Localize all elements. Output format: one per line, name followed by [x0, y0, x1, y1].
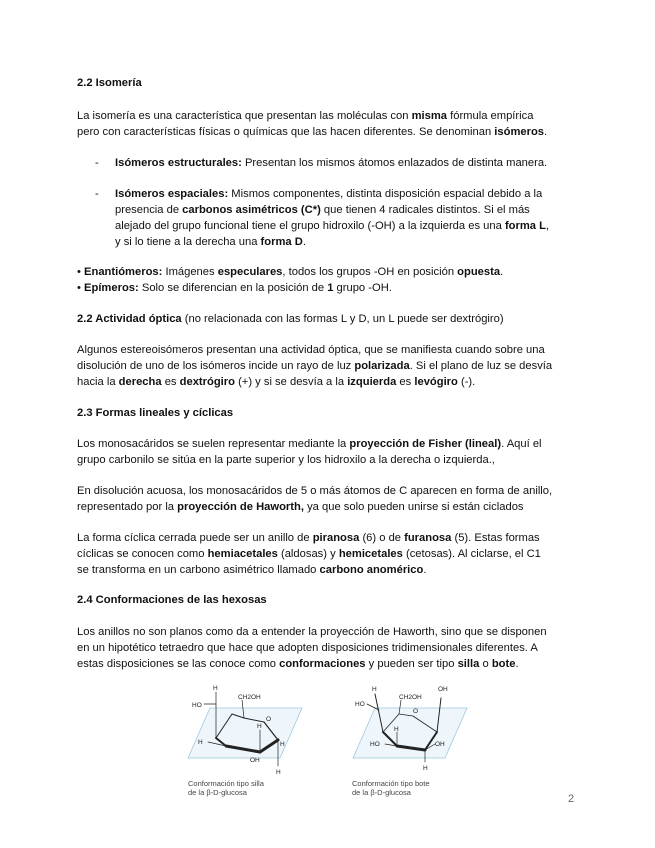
paragraph-line: se transforma en un carbono asimétrico llamado carbono anomérico.	[77, 564, 427, 576]
paragraph-line: hacia la derecha es dextrógiro (+) y si se desvía a la izquierda es levógiro (-).	[77, 376, 476, 388]
atom-label: H	[423, 765, 428, 772]
list-item-line: presencia de carbonos asimétricos (C*) que tienen 4 radicales distintos. Si el más	[115, 204, 530, 216]
paragraph-line: La isomería es una característica que presentan las moléculas con misma fórmula empírica	[77, 110, 534, 122]
atom-label: H	[280, 741, 285, 748]
figure-caption: Conformación tipo silla	[188, 779, 264, 788]
paragraph-line: representado por la proyección de Haworth, ya que solo pueden unirse si están ciclados	[77, 501, 524, 513]
atom-label: H	[257, 723, 262, 730]
chair-conformation-diagram	[180, 680, 310, 780]
bullet-enantiomeros: • Enantiómeros: Imágenes especulares, todos los grupos -OH en posición opuesta.	[77, 266, 504, 278]
figure-caption: Conformación tipo bote	[352, 779, 430, 788]
paragraph-line: grupo carbonilo se sitúa en la parte superior y los hidroxilo a la derecha o izquierda.,	[77, 454, 495, 466]
atom-label: H	[213, 685, 218, 692]
section-heading-actividad-optica: 2.2 Actividad óptica (no relacionada con las formas L y D, un L puede ser dextrógiro)	[77, 313, 504, 325]
section-heading-formas: 2.3 Formas lineales y cíclicas	[77, 407, 234, 419]
paragraph-line: En disolución acuosa, los monosacáridos de 5 o más átomos de C aparecen en forma de anillo,	[77, 485, 553, 497]
atom-label: H	[394, 726, 399, 733]
list-item-espaciales: Isómeros espaciales: Mismos componentes, distinta disposición espacial debido a la	[115, 188, 543, 200]
atom-label: CH2OH	[238, 694, 261, 701]
atom-label: H	[198, 739, 203, 746]
atom-label: HO	[370, 741, 380, 748]
page-number: 2	[568, 793, 575, 805]
paragraph-line: disolución de uno de los isómeros incide un rayo de luz polarizada. Si el plano de luz se desvía	[77, 360, 553, 372]
atom-label: OH	[435, 741, 445, 748]
atom-label: O	[413, 708, 419, 715]
boat-conformation-diagram	[345, 680, 475, 780]
paragraph-line: pero con características físicas o químicas que las hacen diferentes. Se denominan isómeros.	[77, 126, 548, 138]
paragraph-line: cíclicas se conocen como hemiacetales (aldosas) y hemicetales (cetosas). Al ciclarse, el C1	[77, 548, 541, 560]
list-item-line: y si lo tiene a la derecha una forma D.	[115, 236, 306, 248]
atom-label: HO	[192, 702, 202, 709]
paragraph-line: Los anillos no son planos como da a entender la proyección de Haworth, sino que se disponen	[77, 626, 547, 638]
atom-label: HO	[355, 701, 365, 708]
atom-label: O	[266, 716, 272, 723]
atom-label: OH	[250, 757, 260, 764]
paragraph-line: estas disposiciones se las conoce como conformaciones y pueden ser tipo silla o bote.	[77, 658, 519, 670]
section-heading-isomeria: 2.2 Isomería	[77, 77, 142, 89]
list-item-line: alejado del grupo funcional tiene el grupo hidroxilo (-OH) a la izquierda es una forma L,	[115, 220, 550, 232]
list-dash: -	[95, 188, 99, 200]
paragraph-line: La forma cíclica cerrada puede ser un anillo de piranosa (6) o de furanosa (5). Estas formas	[77, 532, 540, 544]
list-dash: -	[95, 157, 99, 169]
figure-caption: de la β-D-glucosa	[188, 788, 247, 797]
figure-caption: de la β-D-glucosa	[352, 788, 411, 797]
bullet-epimeros: • Epímeros: Solo se diferencian en la posición de 1 grupo -OH.	[77, 282, 392, 294]
atom-label: CH2OH	[399, 694, 422, 701]
atom-label: OH	[438, 686, 448, 693]
atom-label: H	[276, 769, 281, 776]
paragraph-line: Algunos estereoisómeros presentan una actividad óptica, que se manifiesta cuando sobre una	[77, 344, 545, 356]
paragraph-line: en un hipotético tetraedro que hace que adopten disposiciones tridimensionales diferentes. A	[77, 642, 538, 654]
atom-label: H	[372, 686, 377, 693]
section-heading-conformaciones: 2.4 Conformaciones de las hexosas	[77, 594, 267, 606]
paragraph-line: Los monosacáridos se suelen representar mediante la proyección de Fisher (lineal). Aquí el	[77, 438, 542, 450]
list-item-estructurales: Isómeros estructurales: Presentan los mismos átomos enlazados de distinta manera.	[115, 157, 548, 169]
